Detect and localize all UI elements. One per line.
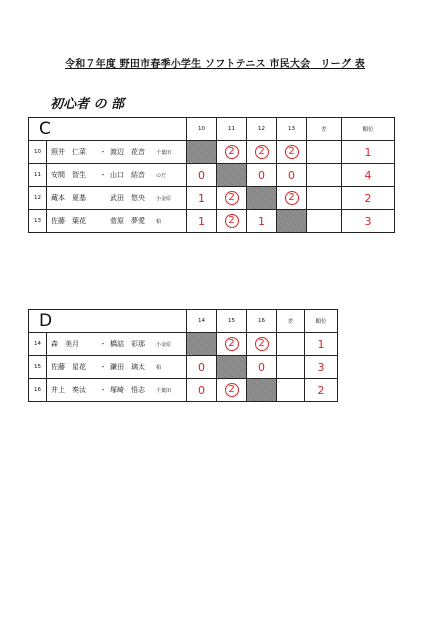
player-2: 菅原 夢愛: [110, 217, 145, 225]
result-cell: [247, 333, 277, 356]
rank-cell: [342, 164, 395, 187]
player-1: 森 美月: [51, 340, 79, 348]
team-names: [47, 164, 187, 187]
diff-cell: [277, 333, 305, 356]
result-cell: [247, 141, 277, 164]
result-cell: [247, 164, 277, 187]
self-cell: [247, 187, 277, 210]
team-names: [47, 356, 187, 379]
column-header: 13: [277, 118, 307, 141]
self-cell: [217, 164, 247, 187]
separator: ・: [99, 148, 107, 156]
league-table-d: [28, 309, 338, 402]
separator: ・: [99, 363, 107, 371]
rank-value: 3: [317, 360, 325, 374]
result-cell: [217, 210, 247, 233]
entry-number: 12: [29, 187, 47, 210]
result-value: 1: [198, 214, 205, 228]
result-value: 0: [288, 168, 295, 182]
result-value: 1: [198, 191, 205, 205]
result-value: 0: [198, 168, 205, 182]
diff-cell: [307, 210, 342, 233]
table-row: [29, 379, 338, 402]
team-names: [47, 141, 187, 164]
self-cell: [217, 356, 247, 379]
rank-value: 1: [317, 337, 325, 351]
diff-cell: [307, 164, 342, 187]
self-cell: [187, 141, 217, 164]
column-header-rank: 順位: [342, 118, 395, 141]
table-row: [29, 141, 395, 164]
rank-value: 1: [364, 145, 372, 159]
result-value: 2: [285, 191, 299, 205]
rank-value: 2: [364, 191, 372, 205]
result-value: 0: [198, 360, 205, 374]
entry-number: 14: [29, 333, 47, 356]
result-cell: [187, 356, 217, 379]
separator: ・: [99, 171, 107, 179]
table-row: [29, 356, 338, 379]
player-1: 蔵本 夏基: [51, 194, 86, 202]
entry-number: 10: [29, 141, 47, 164]
school-name: 小金原: [156, 342, 172, 348]
result-cell: [247, 356, 277, 379]
self-cell: [247, 379, 277, 402]
player-1: 照井 仁菜: [51, 148, 86, 156]
group-label: C: [29, 118, 187, 141]
separator: ・: [99, 386, 107, 394]
table-row: [29, 333, 338, 356]
player-1: 佐藤 葉花: [51, 217, 86, 225]
column-header: 10: [187, 118, 217, 141]
self-cell: [277, 210, 307, 233]
rank-cell: [342, 187, 395, 210]
player-1: 安間 智生: [51, 171, 86, 179]
table-header-row: [29, 310, 338, 333]
separator: ・: [99, 340, 107, 348]
diff-cell: [307, 187, 342, 210]
column-header-rank: 順位: [305, 310, 338, 333]
school-name: 千葉田: [156, 150, 172, 156]
result-cell: [187, 187, 217, 210]
table-header-row: [29, 118, 395, 141]
rank-value: 3: [364, 214, 372, 228]
team-names: [47, 333, 187, 356]
team-names: [47, 187, 187, 210]
league-table-c: [28, 117, 395, 233]
result-value: 2: [255, 145, 269, 159]
column-header-diff: 差: [277, 310, 305, 333]
entry-number: 11: [29, 164, 47, 187]
result-cell: [187, 379, 217, 402]
page-title: 令和７年度 野田市春季小学生 ソフトテニス 市民大会 リーグ 表: [65, 59, 365, 70]
player-2: 鎌田 璃太: [110, 363, 145, 371]
result-value: 1: [258, 214, 265, 228]
column-header: 15: [217, 310, 247, 333]
result-cell: [217, 333, 247, 356]
team-names: [47, 210, 187, 233]
table-row: [29, 164, 395, 187]
result-value: 2: [225, 191, 239, 205]
rank-cell: [342, 141, 395, 164]
result-cell: [277, 164, 307, 187]
rank-cell: [342, 210, 395, 233]
result-cell: [217, 141, 247, 164]
column-header-diff: 差: [307, 118, 342, 141]
school-name: 柏: [156, 219, 162, 225]
player-2: 渡辺 花音: [110, 148, 145, 156]
result-cell: [277, 141, 307, 164]
column-header: 14: [187, 310, 217, 333]
self-cell: [187, 333, 217, 356]
result-value: 2: [225, 337, 239, 351]
rank-value: 4: [364, 168, 372, 182]
group-label: D: [29, 310, 187, 333]
result-value: 0: [198, 383, 205, 397]
column-header: 16: [247, 310, 277, 333]
player-2: 橋詰 彩那: [110, 340, 145, 348]
school-name: 小金原: [156, 196, 172, 202]
result-value: 0: [258, 360, 265, 374]
result-cell: [187, 164, 217, 187]
result-value: 2: [255, 337, 269, 351]
table-row: [29, 187, 395, 210]
player-2: 塚崎 悟志: [110, 386, 145, 394]
school-name: 千葉田: [156, 388, 172, 394]
player-2: 山口 結音: [110, 171, 145, 179]
player-1: 佐藤 星花: [51, 363, 86, 371]
result-cell: [277, 187, 307, 210]
rank-cell: [305, 356, 338, 379]
column-header: 11: [217, 118, 247, 141]
result-value: 2: [225, 214, 239, 228]
result-value: 2: [225, 145, 239, 159]
result-cell: [247, 210, 277, 233]
result-value: 0: [258, 168, 265, 182]
diff-cell: [307, 141, 342, 164]
rank-cell: [305, 333, 338, 356]
school-name: のだ: [156, 173, 167, 179]
section-heading: 初心者 の 部: [50, 97, 125, 112]
diff-cell: [277, 379, 305, 402]
entry-number: 13: [29, 210, 47, 233]
table-row: [29, 210, 395, 233]
player-1: 井上 奏汰: [51, 386, 86, 394]
school-name: 柏: [156, 365, 162, 371]
diff-cell: [277, 356, 305, 379]
entry-number: 16: [29, 379, 47, 402]
result-cell: [217, 187, 247, 210]
rank-cell: [305, 379, 338, 402]
result-value: 2: [225, 383, 239, 397]
result-value: 2: [285, 145, 299, 159]
entry-number: 15: [29, 356, 47, 379]
player-2: 武田 悠央: [110, 194, 145, 202]
team-names: [47, 379, 187, 402]
column-header: 12: [247, 118, 277, 141]
result-cell: [217, 379, 247, 402]
rank-value: 2: [317, 383, 325, 397]
result-cell: [187, 210, 217, 233]
